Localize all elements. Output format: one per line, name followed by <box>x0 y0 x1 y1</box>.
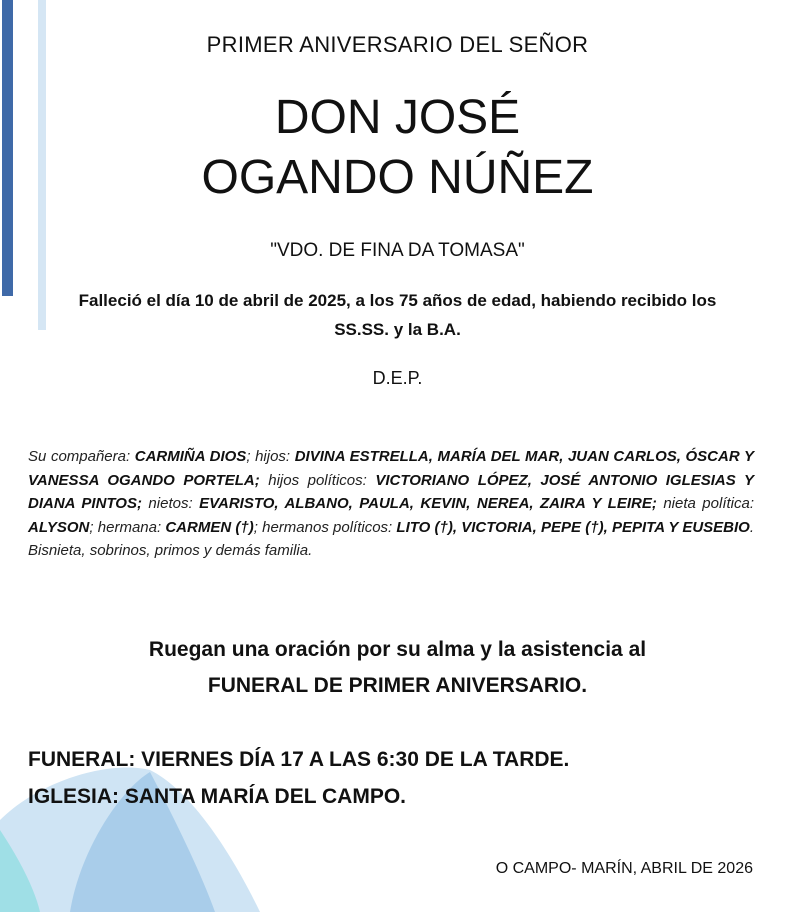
rip-text: D.E.P. <box>372 368 423 388</box>
family-list <box>28 445 754 563</box>
family-names: EVARISTO, ALBANO, PAULA, KEVIN, NEREA, ZAIRA Y LEIRE; <box>199 495 657 513</box>
funeral-time: FUNERAL: VIERNES DÍA 17 A LAS 6:30 DE LA TARDE. <box>28 748 570 771</box>
death-statement-line2: SS.SS. y la B.A. <box>334 320 461 339</box>
death-statement-line1: Falleció el día 10 de abril de 2025, a los 75 años de edad, habiendo recibido los <box>78 291 717 310</box>
family-relation: nietos: <box>141 495 200 513</box>
family-names: CARMEN (†) <box>165 518 254 536</box>
deceased-alias: "VDO. DE FINA DA TOMASA" <box>270 240 525 261</box>
family-relation: . Bisnieta, sobrinos, primos y demás familia. <box>28 518 755 560</box>
family-names: CARMIÑA DIOS <box>134 448 247 465</box>
place-date-footer: O CAMPO- MARÍN, ABRIL DE 2026 <box>495 860 753 877</box>
notice-overline: PRIMER ANIVERSARIO DEL SEÑOR <box>206 32 589 57</box>
church-location: IGLESIA: SANTA MARÍA DEL CAMPO. <box>28 785 406 808</box>
deceased-name <box>0 88 795 208</box>
corner-decoration <box>0 760 280 912</box>
death-statement <box>30 286 765 344</box>
family-names: DIVINA ESTRELLA, MARÍA DEL MAR, JUAN CARLOS, ÓSCAR Y VANESSA OGANDO PORTELA; <box>28 448 755 489</box>
prayer-request <box>0 632 795 704</box>
prayer-line1: Ruegan una oración por su alma y la asistencia al <box>148 638 647 661</box>
family-relation: ; hermanos políticos: <box>253 518 397 536</box>
family-relation: nieta política: <box>656 495 754 513</box>
family-names: ALYSON <box>28 518 90 536</box>
family-relation: Su compañera: <box>28 448 135 465</box>
prayer-line2: FUNERAL DE PRIMER ANIVERSARIO. <box>207 674 588 697</box>
deceased-name-line1: DON JOSÉ <box>274 91 521 144</box>
deceased-name-line2: OGANDO NÚÑEZ <box>201 151 594 204</box>
family-relation: ; hermana: <box>89 518 166 536</box>
family-names: LITO (†), VICTORIA, PEPE (†), PEPITA Y EUSEBIO <box>396 518 750 536</box>
family-relation: ; hijos: <box>246 448 295 465</box>
family-relation: hijos políticos: <box>259 471 376 489</box>
family-names: VICTORIANO LÓPEZ, JOSÉ ANTONIO IGLESIAS Y DIANA PINTOS; <box>28 471 754 513</box>
